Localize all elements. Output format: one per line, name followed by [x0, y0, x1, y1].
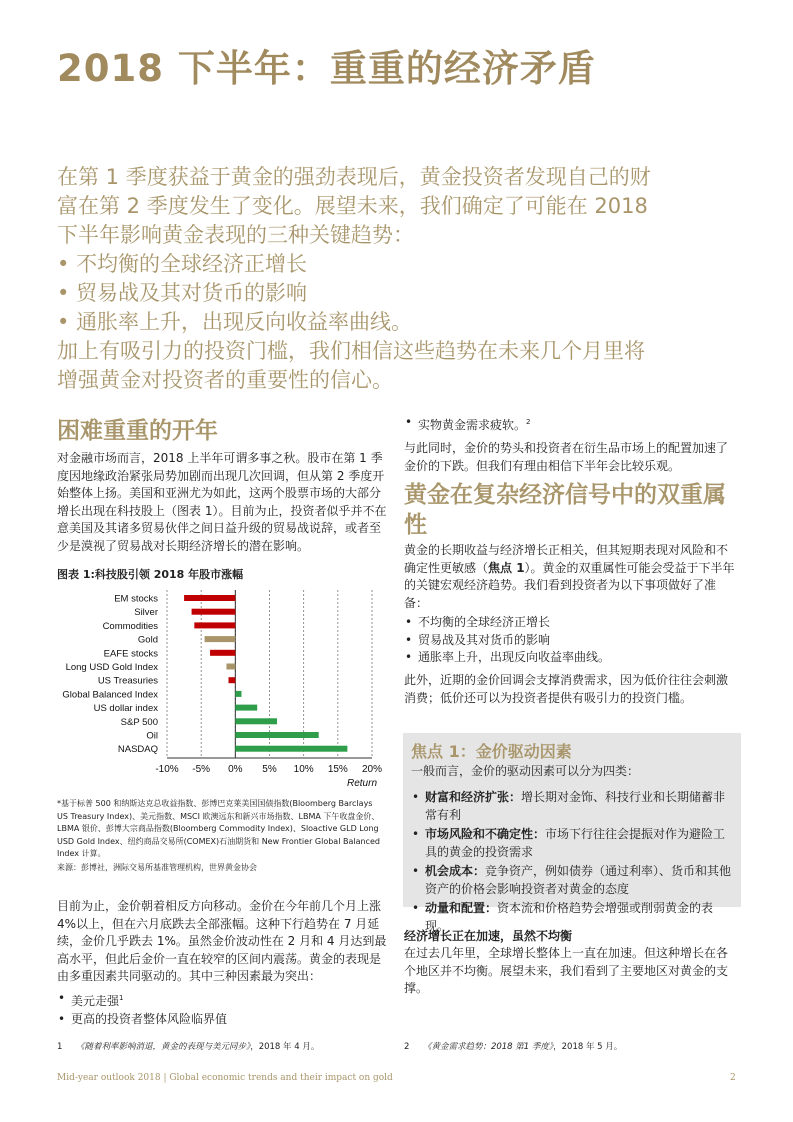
focus-item: • 财富和经济扩张：增长期对金饰、科技行业和长期储蓄非常有利	[411, 789, 733, 824]
footer-text: Mid-year outlook 2018 | Global economic trends and their impact on gold	[57, 1073, 393, 1083]
x-tick-label: 0%	[228, 764, 243, 775]
category-label: Long USD Gold Index	[65, 662, 158, 673]
footnote-2: 2 《黄金需求趋势：2018 第1 季度》，2018 年 5 月。	[404, 1042, 623, 1052]
list-item: • 美元走强$^1$	[57, 990, 387, 1011]
bar-oil	[235, 732, 318, 738]
bar-nasdaq	[235, 746, 347, 752]
focus-list	[411, 789, 733, 935]
category-label: EM stocks	[114, 593, 158, 605]
bar-gold	[205, 636, 236, 642]
list-item: • 通胀率上升，出现反向收益率曲线。	[404, 649, 739, 667]
bar-silver	[192, 609, 236, 615]
category-label: US dollar index	[93, 703, 158, 715]
list-item: • 更高的投资者整体风险临界值	[57, 1011, 387, 1029]
intro-line: 下半年影响黄金表现的三种关键趋势：	[57, 223, 414, 247]
intro-section	[57, 163, 651, 395]
right-para-4: 在过去几年里，全球增长整体上一直在加速。但这种增长在各个地区并不均衡。展望未来，我们看到了主要地区对黄金的支撑。	[404, 946, 729, 995]
right-bullet-list	[404, 614, 739, 667]
page-title: 2018 下半年：重重的经济矛盾	[57, 47, 596, 90]
x-axis-label: Return	[346, 778, 377, 789]
page-number: 2	[730, 1073, 736, 1083]
list-item: • 实物黄金需求疲软。$^2$	[404, 414, 739, 435]
bar-s-p-500	[235, 718, 277, 724]
intro-line: 富在第 2 季度发生了变化。展望未来，我们确定了可能在 2018	[57, 194, 648, 218]
bar-global-balanced-index	[235, 691, 241, 697]
category-label: EAFE stocks	[103, 648, 158, 660]
returns-bar-chart	[55, 580, 385, 790]
bar-us-dollar-index	[235, 705, 257, 711]
x-tick-label: 5%	[262, 764, 277, 775]
subheading-growth: 经济增长正在加速，虽然不均衡	[404, 929, 573, 943]
x-tick-label: 20%	[361, 764, 383, 775]
category-label: NASDAQ	[117, 744, 158, 756]
right-para-1: 与此同时，金价的势头和投资者在衍生品市场上的配置加速了金价的下跌。但我们有理由相信下半年会比较乐观。	[404, 441, 729, 473]
intro-bullet: • 不均衡的全球经济正增长	[57, 252, 308, 276]
focus-box	[403, 733, 741, 933]
intro-line: 加上有吸引力的投资门槛，我们相信这些趋势在未来几个月里将	[57, 339, 645, 363]
category-label: S&P 500	[120, 716, 158, 728]
category-label: Commodities	[102, 620, 158, 632]
x-tick-label: -5%	[192, 764, 211, 775]
x-tick-label: 10%	[293, 764, 314, 775]
list-item: • 不均衡的全球经济正增长	[404, 614, 739, 632]
bar-commodities	[194, 622, 235, 628]
chart-title: 图表 1:科技股引领 2018 年股市涨幅	[57, 568, 244, 581]
footnote-1: 1 《随着利率影响消退，黄金的表现与美元同步》，2018 年 4 月。	[57, 1042, 320, 1052]
focus-item: • 市场风险和不确定性：市场下行往往会提振对作为避险工具的黄金的投资需求	[411, 826, 733, 861]
category-label: US Treasuries	[97, 675, 158, 687]
chart-source: 来源：彭博社，洲际交易所基准管理机构，世界黄金协会	[57, 863, 257, 872]
intro-line: 在第 1 季度获益于黄金的强劲表现后，黄金投资者发现自己的财	[57, 165, 651, 189]
left-bullet-list	[57, 990, 387, 1028]
category-label: Oil	[146, 730, 158, 742]
bar-em-stocks	[184, 595, 235, 601]
bar-us-treasuries	[229, 677, 236, 683]
focus-item: • 动量和配置：资本流和价格趋势会增强或削弱黄金的表现。	[411, 900, 733, 935]
right-para-2: 黄金的长期收益与经济增长正相关，但其短期表现对风险和不确定性更敏感（焦点 1）。黄金的双重属性可能会受益于下半年的关键宏观经济趋势。我们看到投资者为以下事项做好了准备：	[404, 543, 735, 610]
right-para-3: 此外，近期的金价回调会支撑消费需求，因为低价往往会刺激消费；低价还可以为投资者提供有吸引力的投资门槛。	[404, 673, 729, 705]
focus-item: • 机会成本：竞争资产，例如债券（通过利率）、货币和其他资产的价格会影响投资者对黄金的态度	[411, 863, 733, 898]
intro-bullet: • 贸易战及其对货币的影响	[57, 281, 308, 305]
intro-bullet: • 通胀率上升，出现反向收益率曲线。	[57, 310, 413, 334]
category-label: Silver	[134, 607, 158, 619]
intro-line: 增强黄金对投资者的重要性的信心。	[57, 368, 393, 392]
list-item: • 贸易战及其对货币的影响	[404, 632, 739, 650]
category-label: Gold	[137, 634, 158, 646]
bar-eafe-stocks	[210, 650, 235, 656]
focus-title: 焦点 1：金价驱动因素	[411, 742, 572, 761]
chart-note: *基于标普 500 和纳斯达克总收益指数、彭博巴克莱美国国债指数(Bloomberg Barclays US Treasury Index)、美元指数、MSCI 欧澳远东和新兴市场指数、LBMA 下午收盘金价、LBMA 银价、彭博大宗商品指数(Bloomberg Commodity Index)、Sloactive GLD Long USD Gold Index、纽约商品交易所(COMEX)石油期货和 New Frontier Global Balanced Index 计算。	[57, 799, 380, 858]
left-para-1: 对金融市场而言，2018 上半年可谓多事之秋。股市在第 1 季度因地缘政治紧张局势加剧而出现几次回调，但从第 2 季度开始整体上扬。美国和亚洲尤为如此，这两个股票市场的大部分增长出现在科技股上（图表 1）。目前为止，投资者似乎并不在意美国及其诸多贸易伙伴之间日益升级的贸易战说辞，或者至少是漠视了贸易战对长期经济增长的潜在影响。	[57, 451, 387, 553]
left-para-2: 目前为止，金价朝着相反方向移动。金价在今年前几个月上涨 4%以上，但在六月底跌去全部涨幅。这种下行趋势在 7 月延续，金价几乎跌去 1%。虽然金价波动性在 2 月和 4 月达到最高水平，但此后金价一直在较窄的区间内震荡。黄金的表现是由多重因素共同驱动的。其中三种因素最为突出：	[57, 899, 387, 983]
x-tick-label: 15%	[327, 764, 348, 775]
bar-long-usd-gold-index	[226, 664, 235, 670]
category-label: Global Balanced Index	[62, 689, 158, 701]
right-bullet-top	[404, 414, 739, 435]
x-tick-label: -10%	[155, 764, 179, 775]
section-heading-difficult-start: 困难重重的开年	[57, 418, 218, 444]
section-heading-dual-nature: 黄金在复杂经济信号中的双重属性	[404, 482, 726, 538]
focus-intro: 一般而言，金价的驱动因素可以分为四类：	[411, 764, 640, 778]
